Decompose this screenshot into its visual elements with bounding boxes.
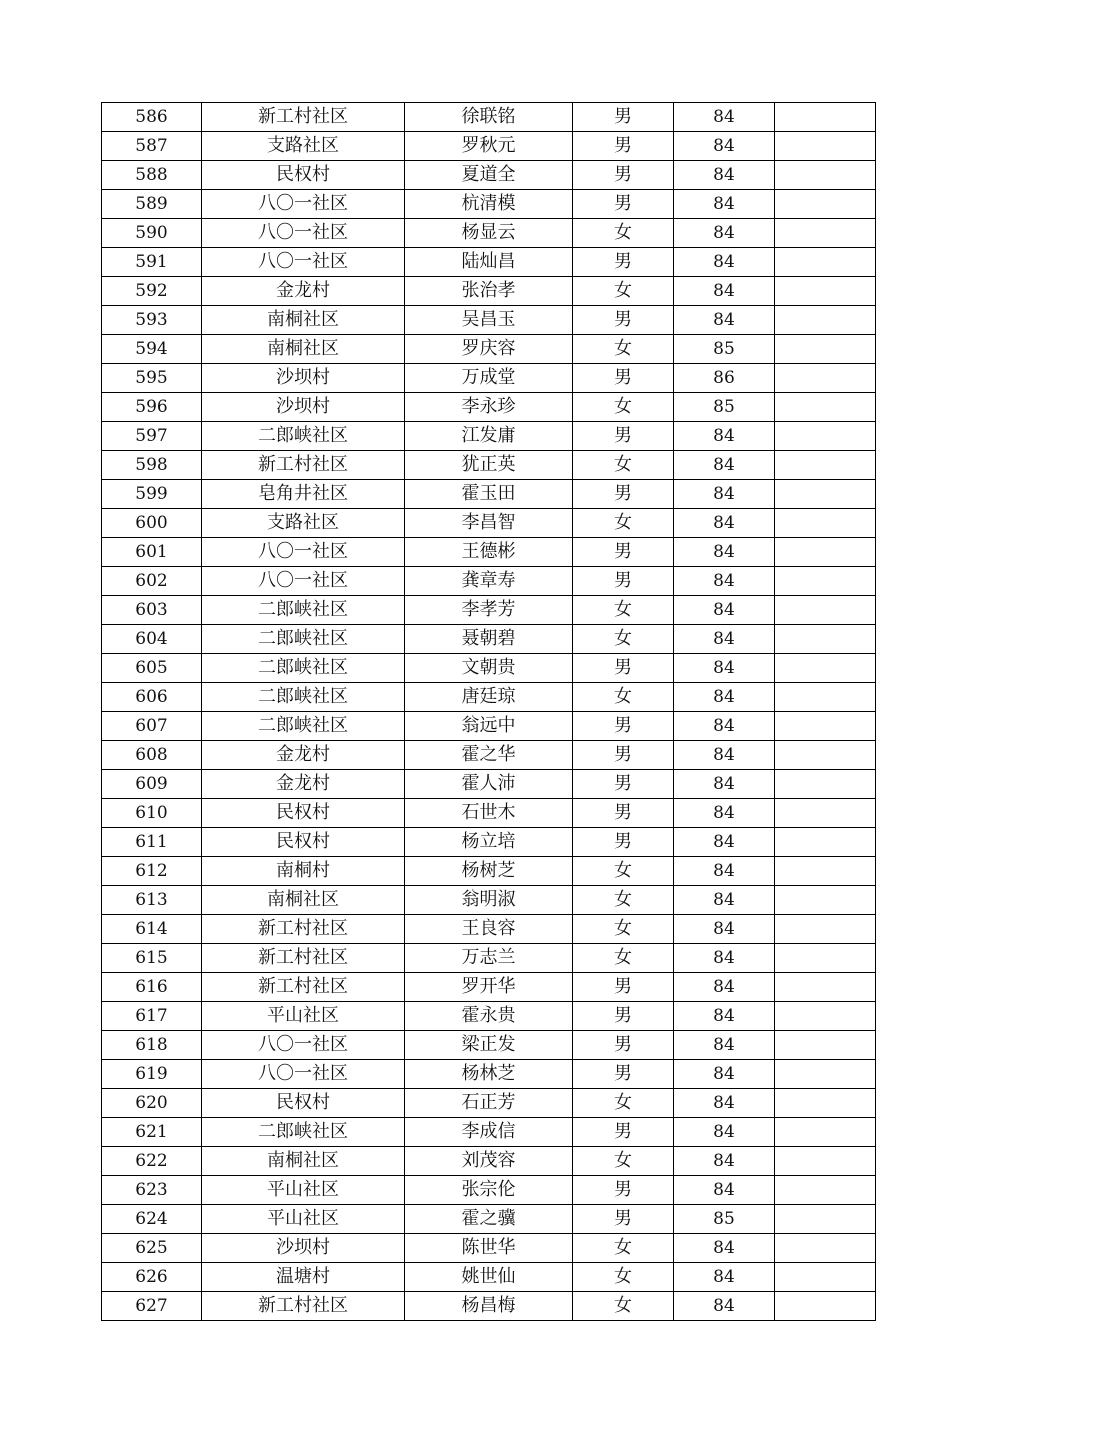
gender-cell: 男 — [573, 712, 674, 741]
person-name-cell: 杭清模 — [405, 190, 573, 219]
community-cell: 皂角井社区 — [202, 480, 405, 509]
person-name-cell: 罗开华 — [405, 973, 573, 1002]
table-row — [102, 1031, 876, 1060]
age-cell: 84 — [674, 277, 775, 306]
person-name-cell: 龚章寿 — [405, 567, 573, 596]
table-row — [102, 857, 876, 886]
community-cell: 新工村社区 — [202, 1292, 405, 1321]
note-cell — [775, 1176, 876, 1205]
person-name-cell: 霍之骥 — [405, 1205, 573, 1234]
community-cell: 金龙村 — [202, 277, 405, 306]
serial-number-cell: 601 — [102, 538, 202, 567]
table-row — [102, 161, 876, 190]
gender-cell: 男 — [573, 538, 674, 567]
age-cell: 84 — [674, 1060, 775, 1089]
community-cell: 民权村 — [202, 1089, 405, 1118]
table-row — [102, 1089, 876, 1118]
age-cell: 84 — [674, 1002, 775, 1031]
note-cell — [775, 944, 876, 973]
age-cell: 84 — [674, 161, 775, 190]
note-cell — [775, 509, 876, 538]
person-name-cell: 霍之华 — [405, 741, 573, 770]
table-row — [102, 770, 876, 799]
table-row — [102, 799, 876, 828]
person-name-cell: 张宗伦 — [405, 1176, 573, 1205]
person-name-cell: 梁正发 — [405, 1031, 573, 1060]
serial-number-cell: 620 — [102, 1089, 202, 1118]
community-cell: 二郎峡社区 — [202, 625, 405, 654]
community-cell: 南桐村 — [202, 857, 405, 886]
community-cell: 金龙村 — [202, 770, 405, 799]
serial-number-cell: 598 — [102, 451, 202, 480]
serial-number-cell: 592 — [102, 277, 202, 306]
serial-number-cell: 609 — [102, 770, 202, 799]
age-cell: 84 — [674, 1263, 775, 1292]
person-name-cell: 杨显云 — [405, 219, 573, 248]
person-name-cell: 吴昌玉 — [405, 306, 573, 335]
note-cell — [775, 1060, 876, 1089]
note-cell — [775, 596, 876, 625]
age-cell: 84 — [674, 132, 775, 161]
age-cell: 85 — [674, 1205, 775, 1234]
age-cell: 84 — [674, 103, 775, 132]
table-row — [102, 219, 876, 248]
note-cell — [775, 886, 876, 915]
gender-cell: 男 — [573, 161, 674, 190]
table-row — [102, 683, 876, 712]
person-name-cell: 夏道全 — [405, 161, 573, 190]
roster-table-body — [102, 103, 876, 1321]
community-cell: 平山社区 — [202, 1205, 405, 1234]
serial-number-cell: 586 — [102, 103, 202, 132]
age-cell: 84 — [674, 1234, 775, 1263]
person-name-cell: 王良容 — [405, 915, 573, 944]
serial-number-cell: 603 — [102, 596, 202, 625]
person-name-cell: 杨立培 — [405, 828, 573, 857]
community-cell: 八〇一社区 — [202, 538, 405, 567]
serial-number-cell: 615 — [102, 944, 202, 973]
serial-number-cell: 602 — [102, 567, 202, 596]
age-cell: 84 — [674, 1118, 775, 1147]
gender-cell: 女 — [573, 1263, 674, 1292]
gender-cell: 男 — [573, 103, 674, 132]
person-name-cell: 霍永贵 — [405, 1002, 573, 1031]
serial-number-cell: 605 — [102, 654, 202, 683]
serial-number-cell: 618 — [102, 1031, 202, 1060]
person-name-cell: 李成信 — [405, 1118, 573, 1147]
person-name-cell: 李昌智 — [405, 509, 573, 538]
community-cell: 二郎峡社区 — [202, 422, 405, 451]
note-cell — [775, 567, 876, 596]
age-cell: 84 — [674, 480, 775, 509]
person-name-cell: 霍人沛 — [405, 770, 573, 799]
community-cell: 八〇一社区 — [202, 1060, 405, 1089]
community-cell: 新工村社区 — [202, 915, 405, 944]
age-cell: 84 — [674, 828, 775, 857]
person-name-cell: 陈世华 — [405, 1234, 573, 1263]
gender-cell: 男 — [573, 1002, 674, 1031]
community-cell: 南桐社区 — [202, 886, 405, 915]
table-row — [102, 190, 876, 219]
person-name-cell: 万志兰 — [405, 944, 573, 973]
gender-cell: 男 — [573, 973, 674, 1002]
serial-number-cell: 611 — [102, 828, 202, 857]
gender-cell: 女 — [573, 886, 674, 915]
age-cell: 84 — [674, 770, 775, 799]
gender-cell: 女 — [573, 944, 674, 973]
gender-cell: 女 — [573, 915, 674, 944]
gender-cell: 女 — [573, 857, 674, 886]
age-cell: 84 — [674, 1176, 775, 1205]
note-cell — [775, 857, 876, 886]
serial-number-cell: 593 — [102, 306, 202, 335]
person-name-cell: 杨林芝 — [405, 1060, 573, 1089]
person-name-cell: 李永珍 — [405, 393, 573, 422]
serial-number-cell: 614 — [102, 915, 202, 944]
note-cell — [775, 335, 876, 364]
age-cell: 84 — [674, 1089, 775, 1118]
gender-cell: 男 — [573, 567, 674, 596]
community-cell: 新工村社区 — [202, 973, 405, 1002]
serial-number-cell: 613 — [102, 886, 202, 915]
table-row — [102, 654, 876, 683]
gender-cell: 女 — [573, 596, 674, 625]
note-cell — [775, 103, 876, 132]
table-row — [102, 480, 876, 509]
community-cell: 八〇一社区 — [202, 1031, 405, 1060]
age-cell: 84 — [674, 1147, 775, 1176]
person-name-cell: 张治孝 — [405, 277, 573, 306]
note-cell — [775, 973, 876, 1002]
serial-number-cell: 624 — [102, 1205, 202, 1234]
gender-cell: 女 — [573, 451, 674, 480]
age-cell: 84 — [674, 219, 775, 248]
serial-number-cell: 606 — [102, 683, 202, 712]
gender-cell: 女 — [573, 683, 674, 712]
gender-cell: 男 — [573, 480, 674, 509]
table-row — [102, 335, 876, 364]
community-cell: 新工村社区 — [202, 451, 405, 480]
table-row — [102, 944, 876, 973]
community-cell: 八〇一社区 — [202, 190, 405, 219]
serial-number-cell: 619 — [102, 1060, 202, 1089]
table-row — [102, 973, 876, 1002]
person-name-cell: 翁远中 — [405, 712, 573, 741]
note-cell — [775, 799, 876, 828]
note-cell — [775, 683, 876, 712]
gender-cell: 男 — [573, 364, 674, 393]
person-name-cell: 江发庸 — [405, 422, 573, 451]
community-cell: 二郎峡社区 — [202, 683, 405, 712]
table-row — [102, 509, 876, 538]
person-name-cell: 杨树芝 — [405, 857, 573, 886]
note-cell — [775, 1263, 876, 1292]
serial-number-cell: 590 — [102, 219, 202, 248]
serial-number-cell: 622 — [102, 1147, 202, 1176]
age-cell: 84 — [674, 509, 775, 538]
community-cell: 支路社区 — [202, 132, 405, 161]
note-cell — [775, 480, 876, 509]
note-cell — [775, 132, 876, 161]
note-cell — [775, 1292, 876, 1321]
table-row — [102, 1118, 876, 1147]
gender-cell: 男 — [573, 1176, 674, 1205]
person-name-cell: 罗庆容 — [405, 335, 573, 364]
table-row — [102, 1292, 876, 1321]
age-cell: 84 — [674, 915, 775, 944]
table-row — [102, 451, 876, 480]
age-cell: 84 — [674, 1031, 775, 1060]
note-cell — [775, 1118, 876, 1147]
age-cell: 84 — [674, 799, 775, 828]
community-cell: 南桐社区 — [202, 1147, 405, 1176]
table-row — [102, 1176, 876, 1205]
gender-cell: 男 — [573, 1060, 674, 1089]
note-cell — [775, 712, 876, 741]
community-cell: 南桐社区 — [202, 335, 405, 364]
table-row — [102, 828, 876, 857]
gender-cell: 男 — [573, 799, 674, 828]
note-cell — [775, 190, 876, 219]
community-cell: 八〇一社区 — [202, 248, 405, 277]
gender-cell: 女 — [573, 1147, 674, 1176]
note-cell — [775, 1002, 876, 1031]
age-cell: 84 — [674, 712, 775, 741]
person-name-cell: 杨昌梅 — [405, 1292, 573, 1321]
gender-cell: 女 — [573, 335, 674, 364]
note-cell — [775, 451, 876, 480]
table-row — [102, 306, 876, 335]
gender-cell: 男 — [573, 132, 674, 161]
gender-cell: 女 — [573, 1292, 674, 1321]
person-name-cell: 翁明淑 — [405, 886, 573, 915]
serial-number-cell: 596 — [102, 393, 202, 422]
note-cell — [775, 1031, 876, 1060]
age-cell: 84 — [674, 422, 775, 451]
note-cell — [775, 828, 876, 857]
serial-number-cell: 621 — [102, 1118, 202, 1147]
gender-cell: 女 — [573, 1234, 674, 1263]
note-cell — [775, 654, 876, 683]
age-cell: 85 — [674, 393, 775, 422]
table-row — [102, 596, 876, 625]
community-cell: 金龙村 — [202, 741, 405, 770]
gender-cell: 男 — [573, 248, 674, 277]
note-cell — [775, 422, 876, 451]
table-row — [102, 1234, 876, 1263]
table-row — [102, 1002, 876, 1031]
person-name-cell: 唐廷琼 — [405, 683, 573, 712]
person-name-cell: 石正芳 — [405, 1089, 573, 1118]
note-cell — [775, 1147, 876, 1176]
gender-cell: 男 — [573, 1118, 674, 1147]
age-cell: 86 — [674, 364, 775, 393]
age-cell: 84 — [674, 654, 775, 683]
age-cell: 84 — [674, 567, 775, 596]
table-row — [102, 1263, 876, 1292]
serial-number-cell: 595 — [102, 364, 202, 393]
serial-number-cell: 625 — [102, 1234, 202, 1263]
table-row — [102, 1060, 876, 1089]
age-cell: 84 — [674, 538, 775, 567]
gender-cell: 女 — [573, 393, 674, 422]
age-cell: 84 — [674, 683, 775, 712]
serial-number-cell: 608 — [102, 741, 202, 770]
gender-cell: 男 — [573, 828, 674, 857]
age-cell: 84 — [674, 973, 775, 1002]
community-cell: 二郎峡社区 — [202, 712, 405, 741]
table-row — [102, 915, 876, 944]
community-cell: 八〇一社区 — [202, 567, 405, 596]
person-name-cell: 霍玉田 — [405, 480, 573, 509]
note-cell — [775, 1234, 876, 1263]
community-cell: 民权村 — [202, 161, 405, 190]
serial-number-cell: 612 — [102, 857, 202, 886]
age-cell: 84 — [674, 944, 775, 973]
age-cell: 84 — [674, 248, 775, 277]
note-cell — [775, 393, 876, 422]
community-cell: 平山社区 — [202, 1176, 405, 1205]
table-row — [102, 132, 876, 161]
person-name-cell: 石世木 — [405, 799, 573, 828]
gender-cell: 男 — [573, 654, 674, 683]
gender-cell: 女 — [573, 219, 674, 248]
gender-cell: 男 — [573, 422, 674, 451]
serial-number-cell: 627 — [102, 1292, 202, 1321]
serial-number-cell: 626 — [102, 1263, 202, 1292]
age-cell: 84 — [674, 306, 775, 335]
age-cell: 84 — [674, 596, 775, 625]
note-cell — [775, 741, 876, 770]
table-row — [102, 393, 876, 422]
table-row — [102, 103, 876, 132]
gender-cell: 女 — [573, 625, 674, 654]
age-cell: 84 — [674, 886, 775, 915]
note-cell — [775, 277, 876, 306]
community-cell: 平山社区 — [202, 1002, 405, 1031]
note-cell — [775, 1205, 876, 1234]
table-row — [102, 712, 876, 741]
serial-number-cell: 600 — [102, 509, 202, 538]
community-cell: 支路社区 — [202, 509, 405, 538]
note-cell — [775, 364, 876, 393]
serial-number-cell: 617 — [102, 1002, 202, 1031]
community-cell: 二郎峡社区 — [202, 654, 405, 683]
age-cell: 84 — [674, 741, 775, 770]
community-cell: 二郎峡社区 — [202, 596, 405, 625]
community-cell: 八〇一社区 — [202, 219, 405, 248]
community-cell: 新工村社区 — [202, 103, 405, 132]
person-name-cell: 万成堂 — [405, 364, 573, 393]
serial-number-cell: 597 — [102, 422, 202, 451]
community-cell: 南桐社区 — [202, 306, 405, 335]
table-row — [102, 538, 876, 567]
gender-cell: 男 — [573, 1031, 674, 1060]
note-cell — [775, 625, 876, 654]
note-cell — [775, 306, 876, 335]
person-name-cell: 徐联铭 — [405, 103, 573, 132]
table-row — [102, 567, 876, 596]
community-cell: 沙坝村 — [202, 1234, 405, 1263]
age-cell: 84 — [674, 190, 775, 219]
note-cell — [775, 770, 876, 799]
serial-number-cell: 594 — [102, 335, 202, 364]
table-row — [102, 1147, 876, 1176]
table-row — [102, 248, 876, 277]
table-row — [102, 625, 876, 654]
serial-number-cell: 591 — [102, 248, 202, 277]
age-cell: 84 — [674, 625, 775, 654]
age-cell: 84 — [674, 451, 775, 480]
age-cell: 84 — [674, 1292, 775, 1321]
community-cell: 新工村社区 — [202, 944, 405, 973]
community-cell: 温塘村 — [202, 1263, 405, 1292]
note-cell — [775, 161, 876, 190]
community-cell: 沙坝村 — [202, 364, 405, 393]
community-cell: 民权村 — [202, 828, 405, 857]
community-cell: 二郎峡社区 — [202, 1118, 405, 1147]
serial-number-cell: 589 — [102, 190, 202, 219]
community-cell: 沙坝村 — [202, 393, 405, 422]
serial-number-cell: 604 — [102, 625, 202, 654]
note-cell — [775, 538, 876, 567]
serial-number-cell: 623 — [102, 1176, 202, 1205]
person-name-cell: 李孝芳 — [405, 596, 573, 625]
serial-number-cell: 599 — [102, 480, 202, 509]
serial-number-cell: 610 — [102, 799, 202, 828]
table-row — [102, 1205, 876, 1234]
age-cell: 85 — [674, 335, 775, 364]
serial-number-cell: 587 — [102, 132, 202, 161]
table-row — [102, 741, 876, 770]
community-cell: 民权村 — [202, 799, 405, 828]
table-row — [102, 277, 876, 306]
person-name-cell: 文朝贵 — [405, 654, 573, 683]
person-name-cell: 罗秋元 — [405, 132, 573, 161]
note-cell — [775, 915, 876, 944]
table-row — [102, 422, 876, 451]
person-name-cell: 陆灿昌 — [405, 248, 573, 277]
table-row — [102, 886, 876, 915]
gender-cell: 男 — [573, 741, 674, 770]
gender-cell: 男 — [573, 190, 674, 219]
gender-cell: 女 — [573, 277, 674, 306]
person-name-cell: 刘茂容 — [405, 1147, 573, 1176]
person-name-cell: 姚世仙 — [405, 1263, 573, 1292]
gender-cell: 男 — [573, 1205, 674, 1234]
age-cell: 84 — [674, 857, 775, 886]
serial-number-cell: 588 — [102, 161, 202, 190]
gender-cell: 女 — [573, 1089, 674, 1118]
person-name-cell: 王德彬 — [405, 538, 573, 567]
roster-table — [101, 102, 876, 1321]
table-row — [102, 364, 876, 393]
serial-number-cell: 607 — [102, 712, 202, 741]
gender-cell: 男 — [573, 770, 674, 799]
gender-cell: 女 — [573, 509, 674, 538]
person-name-cell: 聂朝碧 — [405, 625, 573, 654]
person-name-cell: 犹正英 — [405, 451, 573, 480]
serial-number-cell: 616 — [102, 973, 202, 1002]
gender-cell: 男 — [573, 306, 674, 335]
note-cell — [775, 248, 876, 277]
note-cell — [775, 219, 876, 248]
note-cell — [775, 1089, 876, 1118]
